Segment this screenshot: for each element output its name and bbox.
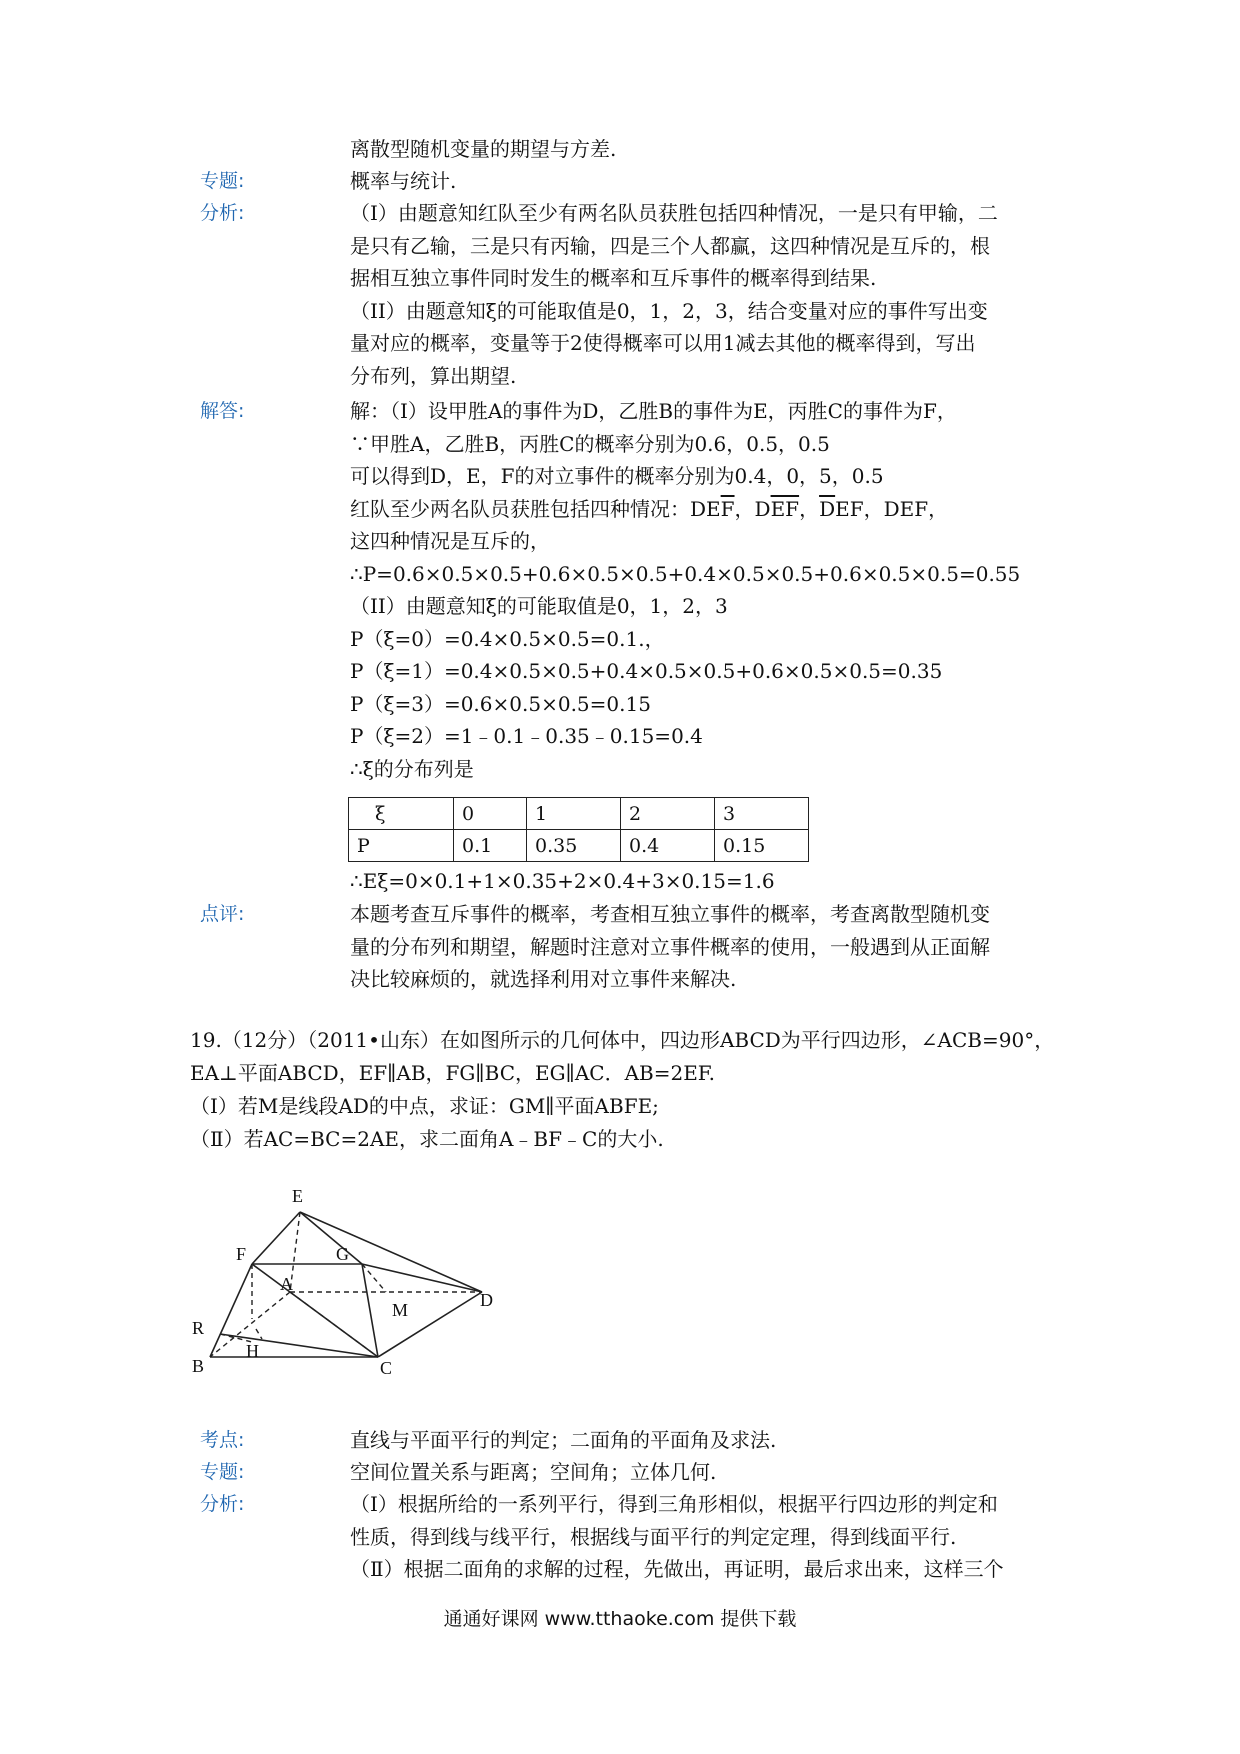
dianping-label: 点评:	[200, 903, 245, 925]
edge-gd	[362, 1264, 482, 1292]
edge-gc	[362, 1264, 378, 1357]
zhuanti-text: 概率与统计.	[350, 169, 457, 193]
label-m: M	[392, 1300, 409, 1320]
jieda-line: P（ξ=3）=0.6×0.5×0.5=0.15	[350, 691, 651, 716]
zhuanti-label: 专题:	[200, 1461, 245, 1483]
jieda-label: 解答:	[200, 400, 245, 422]
fenxi-line: 性质，得到线与线平行，根据线与面平行的判定定理，得到线面平行.	[350, 1524, 957, 1549]
question-line: EA⊥平面ABCD，EF∥AB，FG∥BC，EG∥AC．AB=2EF.	[190, 1061, 715, 1085]
question-line: （Ⅱ）若AC=BC=2AE，求二面角A﹣BF﹣C的大小.	[190, 1127, 664, 1151]
jieda-line: ∵甲胜A，乙胜B，丙胜C的概率分别为0.6，0.5，0.5	[350, 431, 830, 456]
jieda-line: （II）由题意知ξ的可能取值是0，1，2，3	[350, 594, 728, 618]
edge-ed	[300, 1212, 482, 1292]
table-cell: 0.1	[454, 830, 527, 862]
jieda-line: ∴ξ的分布列是	[350, 756, 474, 781]
jieda-line: 解：（I）设甲胜A的事件为D，乙胜B的事件为E，丙胜C的事件为F，	[350, 399, 957, 423]
label-r: R	[192, 1318, 205, 1338]
event-d-bar-ef: $\overline{D}EF$	[819, 496, 864, 521]
table-cell: 0.35	[527, 830, 621, 862]
label-g: G	[336, 1244, 349, 1264]
table-cell: 2	[621, 798, 715, 830]
event-sep-d: ，D	[734, 496, 771, 521]
kaodian-text: 离散型随机变量的期望与方差.	[350, 137, 617, 161]
jieda-line: P（ξ=0）=0.4×0.5×0.5=0.1.，	[350, 626, 665, 651]
dianping-line: 决比较麻烦的，就选择利用对立事件来解决.	[350, 967, 737, 991]
zhuanti-label: 专题:	[200, 170, 245, 192]
edge-ef	[252, 1212, 300, 1264]
table-row	[349, 798, 809, 830]
event-de: DE	[690, 496, 721, 521]
question-19	[190, 1024, 1090, 1156]
edge-eg	[300, 1212, 362, 1264]
page-footer: 通通好课网 www.tthaoke.com 提供下载	[443, 1608, 797, 1630]
fenxi-line: 是只有乙输，三是只有丙输，四是三个人都赢，这四种情况是互斥的，根	[350, 233, 990, 258]
four-cases-line	[350, 493, 1070, 526]
jieda-line: ∴P=0.6×0.5×0.5+0.6×0.5×0.5+0.4×0.5×0.5+0.6×0.5×0.5=0.55	[350, 561, 1021, 586]
kaodian-label: 考点:	[200, 1429, 245, 1451]
fenxi-line: （II）由题意知ξ的可能取值是0，1，2，3，结合变量对应的事件写出变	[350, 298, 988, 323]
fenxi-line: 据相互独立事件同时发生的概率和互斥事件的概率得到结果.	[350, 266, 877, 290]
fenxi-line: 分布列，算出期望.	[350, 363, 517, 388]
event-sep: ，	[799, 496, 820, 521]
fenxi-line: （I）由题意知红队至少有两名队员获胜包括四种情况，一是只有甲输，二	[350, 201, 998, 225]
table-cell: P	[349, 830, 454, 862]
edge-rc	[220, 1334, 378, 1357]
geometry-figure	[180, 1164, 500, 1379]
label-h: H	[246, 1341, 259, 1361]
label-b: B	[192, 1356, 205, 1376]
distribution-table	[348, 797, 809, 862]
jieda-line: 这四种情况是互斥的，	[350, 529, 550, 553]
jieda-line: P（ξ=2）=1﹣0.1﹣0.35﹣0.15=0.4	[350, 724, 703, 748]
question-line: 19.（12分）（2011•山东）在如图所示的几何体中，四边形ABCD为平行四边形，∠ACB=90°，	[190, 1028, 1055, 1052]
table-row	[349, 830, 809, 862]
table-cell: ξ	[349, 798, 454, 830]
edge-h-mark	[256, 1329, 262, 1339]
label-f: F	[236, 1244, 247, 1264]
label-a: A	[280, 1274, 293, 1294]
fenxi-label: 分析:	[200, 202, 245, 224]
dianping-line: 量的分布列和期望，解题时注意对立事件概率的使用，一般遇到从正面解	[350, 934, 990, 959]
kaodian-text: 直线与平面平行的判定；二面角的平面角及求法.	[350, 1428, 777, 1452]
dianping-line: 本题考查互斥事件的概率，考查相互独立事件的概率，考查离散型随机变	[350, 902, 990, 926]
jieda-line: 可以得到D，E，F的对立事件的概率分别为0.4，0，5，0.5	[350, 464, 884, 488]
table-cell: 0.4	[621, 830, 715, 862]
label-c: C	[380, 1358, 393, 1378]
fenxi-line: （Ⅰ）根据所给的一系列平行，得到三角形相似，根据平行四边形的判定和	[350, 1492, 998, 1516]
label-d: D	[480, 1290, 493, 1310]
question-line: （Ⅰ）若M是线段AD的中点，求证：GM∥平面ABFE;	[190, 1094, 659, 1118]
table-cell: 1	[527, 798, 621, 830]
jieda-line: P（ξ=1）=0.4×0.5×0.5+0.4×0.5×0.5+0.6×0.5×0.5=0.35	[350, 659, 943, 683]
table-cell: 0.15	[715, 830, 809, 862]
label-e: E	[292, 1186, 303, 1206]
event-def: ，DEF，	[863, 496, 949, 521]
event-f-bar: $\overline{F}$	[720, 496, 735, 521]
zhuanti-text: 空间位置关系与距离；空间角；立体几何.	[350, 1460, 717, 1484]
table-cell: 3	[715, 798, 809, 830]
table-cell: 0	[454, 798, 527, 830]
four-cases-prefix: 红队至少两名队员获胜包括四种情况：	[350, 496, 690, 521]
fenxi-line: 量对应的概率，变量等于2使得概率可以用1减去其他的概率得到，写出	[350, 331, 976, 355]
event-ef-bar: $\overline{EF}$	[770, 496, 800, 521]
expectation-line: ∴Eξ=0×0.1+1×0.35+2×0.4+3×0.15=1.6	[350, 869, 775, 893]
fenxi-label: 分析:	[200, 1493, 245, 1515]
fenxi-line: （Ⅱ）根据二面角的求解的过程，先做出，再证明，最后求出来，这样三个	[350, 1557, 1004, 1581]
event-d-bar: $\overline{D}$	[819, 496, 836, 521]
